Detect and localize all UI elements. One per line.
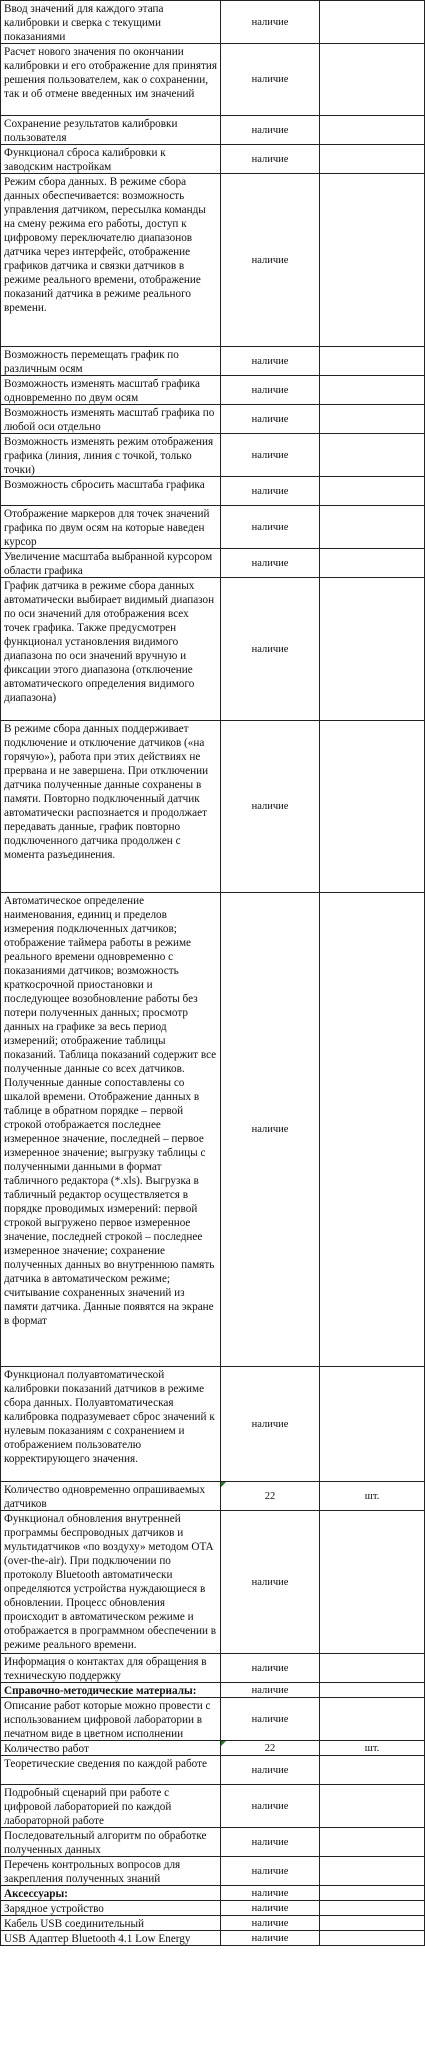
requirement-value: 22 bbox=[221, 1741, 320, 1756]
requirement-value: наличие bbox=[221, 1886, 320, 1901]
requirement-description bbox=[1, 1857, 221, 1886]
unit-cell bbox=[320, 1828, 425, 1857]
requirement-description bbox=[1, 1654, 221, 1683]
requirement-value: наличие bbox=[221, 578, 320, 721]
table-row bbox=[1, 145, 425, 174]
specification-table-body bbox=[1, 1, 425, 1946]
requirement-description bbox=[1, 1785, 221, 1828]
requirement-text: Возможность изменять масштаб графика по любой оси отдельно bbox=[4, 407, 215, 433]
requirement-value: наличие bbox=[221, 549, 320, 578]
requirement-value: наличие bbox=[221, 1756, 320, 1785]
table-row bbox=[1, 1785, 425, 1828]
requirement-text: Подробный сценарий при работе с цифровой лабораторией по каждой лабораторной работе bbox=[4, 1787, 172, 1827]
unit-cell bbox=[320, 1683, 425, 1698]
requirement-description bbox=[1, 1828, 221, 1857]
section-title bbox=[1, 1683, 221, 1698]
requirement-description bbox=[1, 578, 221, 721]
requirement-text: USB Адаптер Bluetooth 4.1 Low Energy bbox=[4, 1933, 191, 1945]
requirement-text: Автоматическое определение наименования, единиц и пределов измерения подключенных датчиков; отображение таймера работы в режиме реального времени одновременно с показаниями датчиков; возможность краткосрочной приостановки и последующее возобновление работы без потери полученных данных; просмотр данных на графике за весь период измерений; отображение таблицы показаний. Таблица показаний содержит все полученные данные со всех датчиков. Полученные данные сопоставлены со шкалой времени. Отображение данных в таблице в обратном порядке – первой строкой отображается последнее измеренное значение, последней – первое измеренное значение; выгрузку таблицы с полученными данными в формат табличного редактора (*.xls). Выгрузка в табличный редактор осуществляется в порядке проводимых измерений: первой строкой выгружено первое измеренное значение, последней строкой – последнее измеренное значение; сохранение полученных данных во внутреннюю память датчика в автоматическом режиме; считывание сохраненных значений из памяти датчика. Данные появятся на экране в формат bbox=[4, 895, 217, 1327]
requirement-value: наличие bbox=[221, 1, 320, 44]
requirement-text: График датчика в режиме сбора данных автоматически выбирает видимый диапазон по оси значений для отображения всех точек графика. Также предусмотрен функционал установления видимого диапазона по оси значений вручную и фиксации этого диапазона (отключение автоматического определения видимого диапазона) bbox=[4, 580, 215, 704]
requirement-description bbox=[1, 1482, 221, 1511]
requirement-description bbox=[1, 44, 221, 116]
requirement-value: наличие bbox=[221, 1367, 320, 1482]
unit-cell bbox=[320, 477, 425, 506]
requirement-value: наличие bbox=[221, 506, 320, 549]
requirement-description bbox=[1, 893, 221, 1367]
unit-cell bbox=[320, 1931, 425, 1946]
requirement-description bbox=[1, 1756, 221, 1785]
requirement-description bbox=[1, 721, 221, 893]
section-header-row bbox=[1, 1886, 425, 1901]
requirement-value: наличие bbox=[221, 434, 320, 477]
unit-cell bbox=[320, 376, 425, 405]
table-row bbox=[1, 893, 425, 1367]
section-header-row bbox=[1, 1683, 425, 1698]
table-row bbox=[1, 506, 425, 549]
unit-cell bbox=[320, 174, 425, 347]
requirement-value: наличие bbox=[221, 1698, 320, 1741]
table-row bbox=[1, 1756, 425, 1785]
table-row bbox=[1, 405, 425, 434]
requirement-description bbox=[1, 116, 221, 145]
table-row bbox=[1, 116, 425, 145]
requirement-text: В режиме сбора данных поддерживает подключение и отключение датчиков («на горячую»), работа при этих действиях не прервана и не завершена. При отключении датчика полученные данные сохранены в памяти. Повторно подключенный датчик автоматически распознается и продолжает передавать данные, график повторно подключенного датчика продолжен с момента разъединения. bbox=[4, 723, 209, 861]
requirement-value: наличие bbox=[221, 1511, 320, 1654]
table-row bbox=[1, 44, 425, 116]
requirement-value: наличие bbox=[221, 893, 320, 1367]
table-row bbox=[1, 1901, 425, 1916]
requirement-text: Режим сбора данных. В режиме сбора данных обеспечивается: возможность управления датчиком, пересылка команды на смену режима его работы, доступ к цифровому переключателю диапазонов датчика через интерфейс, отображение графиков датчика и связки датчиков в режиме реального времени, отображение показаний датчика в режиме реального времени. bbox=[4, 176, 206, 314]
unit-cell bbox=[320, 1654, 425, 1683]
requirement-description bbox=[1, 1511, 221, 1654]
table-row bbox=[1, 174, 425, 347]
unit-cell bbox=[320, 1511, 425, 1654]
requirement-description bbox=[1, 405, 221, 434]
table-row bbox=[1, 1741, 425, 1756]
requirement-value: наличие bbox=[221, 376, 320, 405]
requirement-text: Кабель USB соединительный bbox=[4, 1918, 145, 1930]
requirement-text: Последовательный алгоритм по обработке полученных данных bbox=[4, 1830, 207, 1856]
unit-cell bbox=[320, 44, 425, 116]
table-row bbox=[1, 347, 425, 376]
requirement-text: Возможность сбросить масштаба графика bbox=[4, 479, 205, 491]
unit-cell bbox=[320, 434, 425, 477]
requirement-text: Увеличение масштаба выбранной курсором области графика bbox=[4, 551, 213, 577]
requirement-value: наличие bbox=[221, 1916, 320, 1931]
unit-cell bbox=[320, 1698, 425, 1741]
requirement-text: Количество работ bbox=[4, 1743, 89, 1755]
requirement-text: Теоретические сведения по каждой работе bbox=[4, 1758, 207, 1770]
table-row bbox=[1, 1511, 425, 1654]
table-row bbox=[1, 1482, 425, 1511]
requirement-text: Количество одновременно опрашиваемых датчиков bbox=[4, 1484, 206, 1510]
requirement-text: Перечень контрольных вопросов для закрепления полученных знаний bbox=[4, 1859, 181, 1885]
requirement-text: Отображение маркеров для точек значений графика по двум осям на которые наведен курсор bbox=[4, 508, 210, 548]
table-row bbox=[1, 1654, 425, 1683]
requirement-description bbox=[1, 174, 221, 347]
unit-cell bbox=[320, 1, 425, 44]
table-row bbox=[1, 1698, 425, 1741]
table-row bbox=[1, 1, 425, 44]
requirement-value: наличие bbox=[221, 174, 320, 347]
table-row bbox=[1, 1916, 425, 1931]
requirement-text: Ввод значений для каждого этапа калибровки и сверка с текущими показаниями bbox=[4, 3, 164, 43]
requirement-value: наличие bbox=[221, 721, 320, 893]
table-row bbox=[1, 1828, 425, 1857]
requirement-description bbox=[1, 1741, 221, 1756]
requirement-value: наличие bbox=[221, 405, 320, 434]
requirement-value: наличие bbox=[221, 1683, 320, 1698]
requirement-value: наличие bbox=[221, 1901, 320, 1916]
unit-cell: шт. bbox=[320, 1741, 425, 1756]
requirement-description bbox=[1, 549, 221, 578]
table-row bbox=[1, 376, 425, 405]
requirement-description bbox=[1, 506, 221, 549]
table-row bbox=[1, 549, 425, 578]
requirement-description bbox=[1, 1367, 221, 1482]
table-row bbox=[1, 1367, 425, 1482]
unit-cell bbox=[320, 721, 425, 893]
requirement-value: наличие bbox=[221, 1828, 320, 1857]
requirement-value: наличие bbox=[221, 1857, 320, 1886]
requirement-description bbox=[1, 1901, 221, 1916]
table-row bbox=[1, 477, 425, 506]
requirement-text: Описание работ которые можно провести с использованием цифровой лаборатории в печатном виде в цветном исполнении bbox=[4, 1700, 211, 1740]
unit-cell bbox=[320, 405, 425, 434]
requirement-text: Зарядное устройство bbox=[4, 1903, 104, 1915]
unit-cell: шт. bbox=[320, 1482, 425, 1511]
unit-cell bbox=[320, 1857, 425, 1886]
requirement-description bbox=[1, 145, 221, 174]
requirement-description bbox=[1, 1916, 221, 1931]
requirement-text: Возможность изменять масштаб графика одновременно по двум осям bbox=[4, 378, 200, 404]
requirement-description bbox=[1, 376, 221, 405]
requirement-text: Функционал полуавтоматической калибровки показаний датчиков в режиме сбора данных. Полуавтоматическая калибровка подразумевает сброс значений к нулевым показаниям с сохранением и отображением пользователю корректирующего значения. bbox=[4, 1369, 215, 1465]
requirement-description bbox=[1, 1, 221, 44]
requirement-description bbox=[1, 434, 221, 477]
requirement-text: Расчет нового значения по окончании калибровки и его отображение для принятия решения пользователем, как о сохранении, так и об отмене введенных им значений bbox=[4, 46, 217, 100]
unit-cell bbox=[320, 506, 425, 549]
unit-cell bbox=[320, 1886, 425, 1901]
table-row bbox=[1, 1857, 425, 1886]
unit-cell bbox=[320, 578, 425, 721]
unit-cell bbox=[320, 1367, 425, 1482]
unit-cell bbox=[320, 1916, 425, 1931]
unit-cell bbox=[320, 145, 425, 174]
requirement-value: 22 bbox=[221, 1482, 320, 1511]
requirement-description bbox=[1, 1931, 221, 1946]
unit-cell bbox=[320, 893, 425, 1367]
requirement-description bbox=[1, 1698, 221, 1741]
requirement-value: наличие bbox=[221, 347, 320, 376]
table-row bbox=[1, 578, 425, 721]
requirement-text: Информация о контактах для обращения в техническую поддержку bbox=[4, 1656, 207, 1682]
table-row bbox=[1, 1931, 425, 1946]
requirement-description bbox=[1, 347, 221, 376]
requirement-value: наличие bbox=[221, 1785, 320, 1828]
table-row bbox=[1, 721, 425, 893]
table-row bbox=[1, 434, 425, 477]
requirement-value: наличие bbox=[221, 145, 320, 174]
requirement-text: Справочно-методические материалы: bbox=[4, 1685, 197, 1697]
requirement-value: наличие bbox=[221, 1931, 320, 1946]
requirement-text: Возможность перемещать график по различным осям bbox=[4, 349, 179, 375]
requirement-text: Функционал обновления внутренней программы беспроводных датчиков и мультидатчиков «по воздуху» методом OTA (over-the-air). При подключении по протоколу Bluetooth автоматически определяются устройства нуждающиеся в обновлении. Процесс обновления происходит в автоматическом режиме и отображается в программном обеспечении в режиме реального времени. bbox=[4, 1513, 217, 1651]
requirement-value: наличие bbox=[221, 1654, 320, 1683]
requirement-text: Аксессуары: bbox=[4, 1888, 68, 1900]
requirement-text: Возможность изменять режим отображения графика (линия, линия с точкой, только точки) bbox=[4, 436, 214, 476]
unit-cell bbox=[320, 1901, 425, 1916]
requirement-value: наличие bbox=[221, 44, 320, 116]
unit-cell bbox=[320, 1756, 425, 1785]
requirement-text: Функционал сброса калибровки к заводским настройкам bbox=[4, 147, 166, 173]
unit-cell bbox=[320, 549, 425, 578]
section-title bbox=[1, 1886, 221, 1901]
unit-cell bbox=[320, 347, 425, 376]
unit-cell bbox=[320, 116, 425, 145]
requirement-description bbox=[1, 477, 221, 506]
requirement-value: наличие bbox=[221, 116, 320, 145]
unit-cell bbox=[320, 1785, 425, 1828]
requirement-text: Сохранение результатов калибровки пользователя bbox=[4, 118, 178, 144]
requirement-value: наличие bbox=[221, 477, 320, 506]
